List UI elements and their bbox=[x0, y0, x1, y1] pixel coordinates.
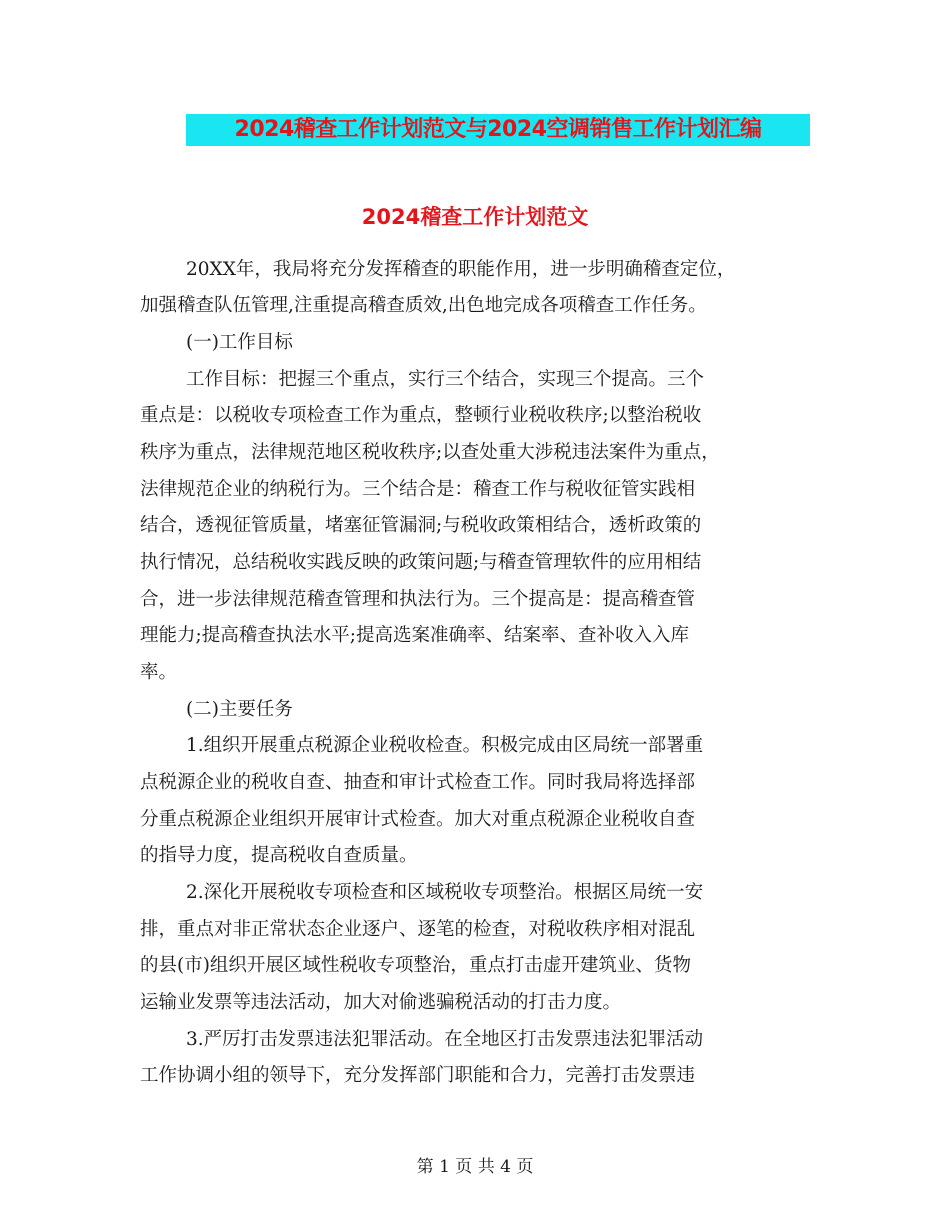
body-line: 的县(市)组织开展区域性税收专项整治，重点打击虚开建筑业、货物 bbox=[140, 955, 691, 976]
body-line: 重点是：以税收专项检查工作为重点，整顿行业税收秩序;以整治税收 bbox=[140, 405, 702, 426]
body-line: 法律规范企业的纳税行为。三个结合是：稽查工作与税收征管实践相 bbox=[140, 479, 696, 500]
body-line: 的指导力度，提高税收自查质量。 bbox=[140, 845, 418, 866]
body-line: 点税源企业的税收自查、抽查和审计式检查工作。同时我局将选择部 bbox=[140, 772, 696, 793]
body-line: 运输业发票等违法活动，加大对偷逃骗税活动的打击力度。 bbox=[140, 992, 622, 1013]
body-line: 2.深化开展税收专项检查和区域税收专项整治。根据区局统一安 bbox=[186, 882, 704, 903]
section-title: 2024稽查工作计划范文 bbox=[361, 205, 589, 229]
body-line: 秩序为重点，法律规范地区税收秩序;以查处重大涉税违法案件为重点， bbox=[140, 442, 720, 463]
section-heading: (一)工作目标 bbox=[186, 332, 293, 353]
body-line: 加强稽查队伍管理,注重提高稽查质效,出色地完成各项稽查工作任务。 bbox=[140, 295, 707, 316]
page-number-footer: 第 1 页 共 4 页 bbox=[416, 1157, 534, 1177]
body-line: 排，重点对非正常状态企业逐户、逐笔的检查，对税收秩序相对混乱 bbox=[140, 919, 696, 940]
document-title: 2024稽查工作计划范文与2024空调销售工作计划汇编 bbox=[186, 114, 810, 146]
body-line: 3.严厉打击发票违法犯罪活动。在全地区打击发票违法犯罪活动 bbox=[186, 1029, 704, 1050]
body-line: 工作协调小组的领导下，充分发挥部门职能和合力，完善打击发票违 bbox=[140, 1065, 696, 1086]
body-line: 理能力;提高稽查执法水平;提高选案准确率、结案率、查补收入入库 bbox=[140, 625, 689, 646]
body-line: 合，进一步法律规范稽查管理和执法行为。三个提高是：提高稽查管 bbox=[140, 589, 696, 610]
body-line: 1.组织开展重点税源企业税收检查。积极完成由区局统一部署重 bbox=[186, 735, 704, 756]
body-line: 分重点税源企业组织开展审计式检查。加大对重点税源企业税收自查 bbox=[140, 809, 696, 830]
body-line: 20XX年，我局将充分发挥稽查的职能作用，进一步明确稽查定位， bbox=[186, 259, 736, 280]
body-line: 结合，透视征管质量，堵塞征管漏洞;与税收政策相结合，透析政策的 bbox=[140, 515, 702, 536]
section-heading: (二)主要任务 bbox=[186, 699, 293, 720]
body-line: 执行情况，总结税收实践反映的政策问题;与稽查管理软件的应用相结 bbox=[140, 552, 702, 573]
body-line: 工作目标：把握三个重点，实行三个结合，实现三个提高。三个 bbox=[186, 369, 705, 390]
body-line: 率。 bbox=[140, 662, 178, 683]
